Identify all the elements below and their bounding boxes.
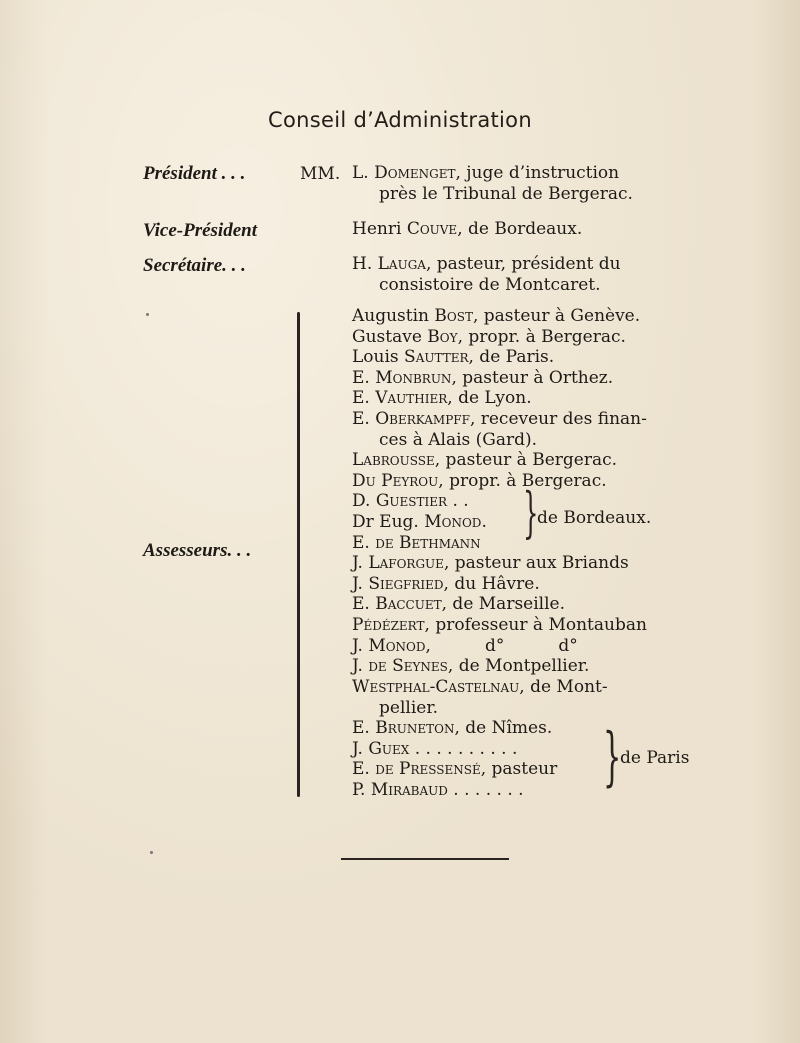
assesseur-row — [352, 368, 613, 389]
assesseur-detail: , pasteur à Bergerac. — [434, 450, 618, 471]
assesseur-detail: . . . . . . . — [447, 779, 524, 800]
assesseur-name: Oberkampff — [375, 409, 470, 429]
assesseur-row — [352, 739, 517, 760]
assesseur-name: Du Peyrou — [352, 470, 439, 491]
assesseur-continuation: ces à Alais (Gard). — [379, 430, 538, 450]
assesseur-prefix: Augustin — [352, 306, 435, 326]
assesseur-row — [352, 656, 589, 677]
assesseur-detail: , professeur à Montauban — [424, 615, 647, 635]
assesseur-name: Labrousse — [352, 450, 435, 471]
assesseur-detail: , de Mont- — [519, 676, 608, 697]
role-assesseurs: Assesseurs. . . — [143, 540, 252, 561]
assesseur-prefix: J. — [352, 553, 369, 574]
assesseur-row — [352, 327, 626, 348]
assesseur-continuation: pellier. — [379, 697, 438, 718]
assesseur-row — [352, 388, 532, 409]
assesseur-prefix: J. — [352, 738, 369, 759]
assesseur-name: Pédézert — [352, 615, 425, 635]
assesseur-row — [352, 677, 608, 719]
assesseur-name: Boy — [427, 326, 458, 347]
assesseur-name: Siegfried — [368, 573, 444, 594]
ink-speck — [146, 313, 149, 316]
assesseur-prefix: J. — [352, 573, 369, 594]
assesseurs-bracket — [297, 312, 300, 797]
assesseur-name: Guex — [368, 738, 410, 759]
assesseur-row — [352, 512, 487, 533]
assesseur-row — [352, 471, 607, 492]
role-secretaire: Secrétaire. . . — [143, 255, 246, 276]
role-president: Président . . . — [143, 163, 246, 184]
mm-label: MM. — [300, 164, 341, 184]
vice-president-name: Couve — [406, 219, 458, 239]
secretaire-name: H. Lauga — [352, 254, 426, 274]
brace-bordeaux: } — [523, 481, 539, 544]
assesseur-prefix: E. — [352, 718, 376, 738]
assesseur-name: Guestier — [375, 491, 448, 512]
assesseur-prefix: Gustave — [352, 326, 428, 347]
assesseur-detail: , de Paris. — [468, 347, 555, 368]
assesseur-prefix: E. — [352, 409, 376, 429]
assesseur-detail: , de Nîmes. — [454, 718, 553, 738]
assesseur-detail: , de Montpellier. — [447, 656, 590, 677]
assesseur-row — [352, 409, 647, 451]
assesseur-row — [352, 491, 469, 512]
assesseur-detail: . . . . . . . . . . — [409, 738, 518, 759]
assesseur-row — [352, 533, 481, 554]
role-vice-president: Vice-Président — [143, 220, 257, 241]
president-name: L. Domenget — [352, 163, 456, 183]
assesseur-row — [352, 759, 557, 780]
assesseur-row — [352, 450, 617, 471]
assesseur-row — [352, 347, 554, 368]
secretaire-rest: , pasteur, président du — [425, 254, 621, 274]
assesseur-prefix: Louis — [352, 347, 405, 368]
president-line2: près le Tribunal de Bergerac. — [379, 184, 633, 204]
assesseur-prefix: E. — [352, 759, 376, 780]
assesseur-name: Laforgue — [368, 553, 444, 574]
assesseur-name: Westphal-Castelnau — [352, 676, 520, 697]
assesseur-prefix: E. — [352, 594, 376, 615]
entry-president — [352, 163, 633, 205]
assesseur-prefix: D. — [352, 491, 376, 512]
secretaire-line2: consistoire de Montcaret. — [379, 275, 601, 295]
assesseur-row — [352, 594, 565, 615]
assesseur-name: Monod — [368, 635, 426, 656]
assesseur-detail: , receveur des finan- — [469, 409, 647, 429]
assesseur-name: de Seynes — [368, 656, 448, 677]
divider-rule — [341, 858, 509, 860]
group-paris: de Paris — [620, 748, 690, 768]
assesseur-prefix: Dr Eug. — [352, 512, 425, 532]
assesseur-name: de Pressensé — [375, 759, 481, 780]
assesseur-prefix: E. — [352, 367, 376, 388]
entry-vice-president — [352, 219, 582, 240]
assesseur-name: Mirabaud — [370, 779, 448, 800]
assesseur-prefix: E. — [352, 388, 376, 409]
assesseur-detail: , d° d° — [425, 635, 578, 656]
brace-paris: } — [603, 720, 622, 794]
assesseur-name: Monod — [424, 512, 482, 532]
assesseur-detail: . . — [447, 491, 469, 512]
assesseur-name: Bruneton — [375, 718, 455, 738]
assesseur-row — [352, 780, 524, 801]
assesseur-detail: , propr. à Bergerac. — [457, 326, 626, 347]
assesseur-name: Sautter — [404, 347, 469, 368]
assesseur-name: Monbrun — [375, 367, 452, 388]
assesseur-detail: . — [481, 512, 487, 532]
assesseur-detail: , pasteur à Genève. — [472, 306, 641, 326]
assesseur-prefix: J. — [352, 635, 369, 656]
president-rest: , juge d’instruction — [455, 163, 620, 183]
assesseur-detail: , de Lyon. — [447, 388, 532, 409]
page-title: Conseil d’Administration — [268, 108, 532, 132]
entry-secretaire — [352, 254, 621, 296]
assesseur-prefix: J. — [352, 656, 369, 677]
assesseur-name: Vauthier — [375, 388, 448, 409]
vice-president-rest: , de Bordeaux. — [457, 219, 583, 239]
assesseur-detail: , pasteur — [480, 759, 558, 780]
assesseur-detail: , pasteur à Orthez. — [451, 367, 614, 388]
vice-president-prefix: Henri — [352, 219, 407, 239]
assesseur-detail: , propr. à Bergerac. — [438, 470, 607, 491]
assesseur-row — [352, 615, 647, 636]
assesseur-row — [352, 636, 578, 657]
assesseur-detail: , pasteur aux Briands — [443, 553, 629, 574]
assesseur-name: Baccuet — [375, 594, 442, 615]
assesseur-row — [352, 574, 540, 595]
assesseur-name: Bost — [434, 306, 473, 326]
assesseur-detail: , de Marseille. — [441, 594, 566, 615]
ink-speck — [150, 851, 153, 854]
assesseur-row — [352, 553, 629, 574]
assesseur-prefix: P. — [352, 779, 371, 800]
assesseur-row — [352, 306, 640, 327]
assesseur-row — [352, 718, 552, 739]
assesseur-prefix: E. — [352, 532, 376, 553]
group-bordeaux: de Bordeaux. — [537, 508, 652, 528]
assesseur-detail: , du Hâvre. — [443, 573, 540, 594]
assesseur-name: de Bethmann — [375, 532, 481, 553]
